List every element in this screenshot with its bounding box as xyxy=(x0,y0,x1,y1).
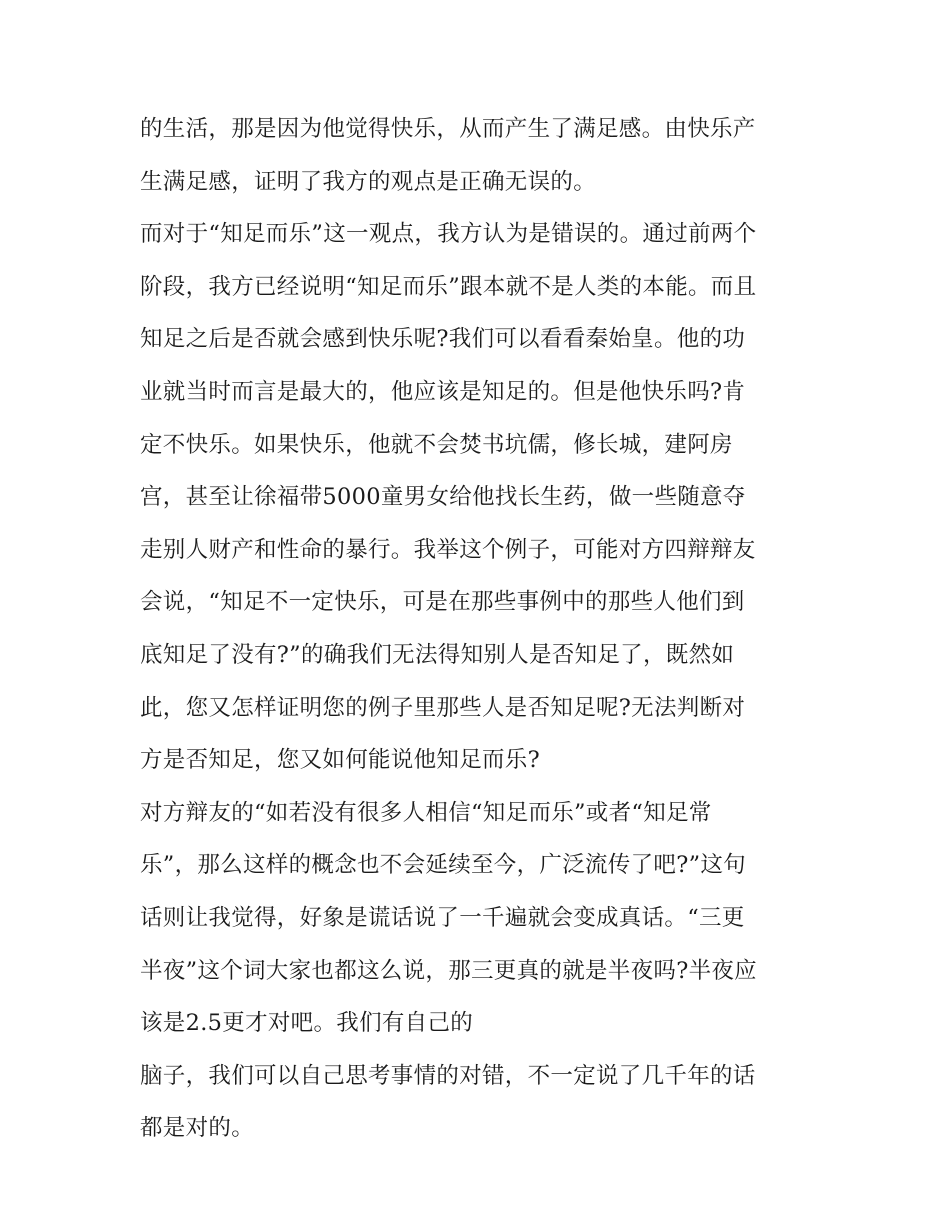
text-line: 都是对的。 xyxy=(140,1115,255,1142)
text-line: 此，您又怎样证明您的例子里那些人是否知足呢?无法判断对 xyxy=(140,694,746,721)
body-text xyxy=(140,103,830,1155)
text-line: 生满足感，证明了我方的观点是正确无误的。 xyxy=(140,168,597,195)
text-line: 半夜”这个词大家也都这么说，那三更真的就是半夜吗?半夜应 xyxy=(140,957,757,984)
text-line: 而对于“知足而乐”这一观点，我方认为是错误的。通过前两个 xyxy=(140,221,757,248)
text-line: 乐”，那么这样的概念也不会延续至今，广泛流传了吧?”这句 xyxy=(140,852,746,879)
text-line: 话则让我觉得，好象是谎话说了一千遍就会变成真话。“三更 xyxy=(140,904,745,931)
text-line: 方是否知足，您又如何能说他知足而乐? xyxy=(140,747,540,774)
text-line: 脑子，我们可以自己思考事情的对错，不一定说了几千年的话 xyxy=(140,1062,756,1089)
text-line: 该是2.5更才对吧。我们有自己的 xyxy=(140,1010,474,1037)
text-line: 定不快乐。如果快乐，他就不会焚书坑儒，修长城，建阿房 xyxy=(140,431,733,458)
text-line: 的生活，那是因为他觉得快乐，从而产生了满足感。由快乐产 xyxy=(140,116,756,142)
text-line: 底知足了没有?”的确我们无法得知别人是否知足了，既然如 xyxy=(140,641,735,668)
text-line: 对方辩友的“如若没有很多人相信“知足而乐”或者“知足常 xyxy=(140,799,712,826)
text-line: 知足之后是否就会感到快乐呢?我们可以看看秦始皇。他的功 xyxy=(140,326,746,353)
text-line: 宫，甚至让徐福带5000童男女给他找长生药，做一些随意夺 xyxy=(140,484,746,511)
text-line: 业就当时而言是最大的，他应该是知足的。但是他快乐吗?肯 xyxy=(140,378,746,405)
text-line: 阶段，我方已经说明“知足而乐”跟本就不是人类的本能。而且 xyxy=(140,273,757,300)
text-line: 会说，“知足不一定快乐，可是在那些事例中的那些人他们到 xyxy=(140,589,745,616)
text-line: 走别人财产和性命的暴行。我举这个例子，可能对方四辩辩友 xyxy=(140,536,756,563)
